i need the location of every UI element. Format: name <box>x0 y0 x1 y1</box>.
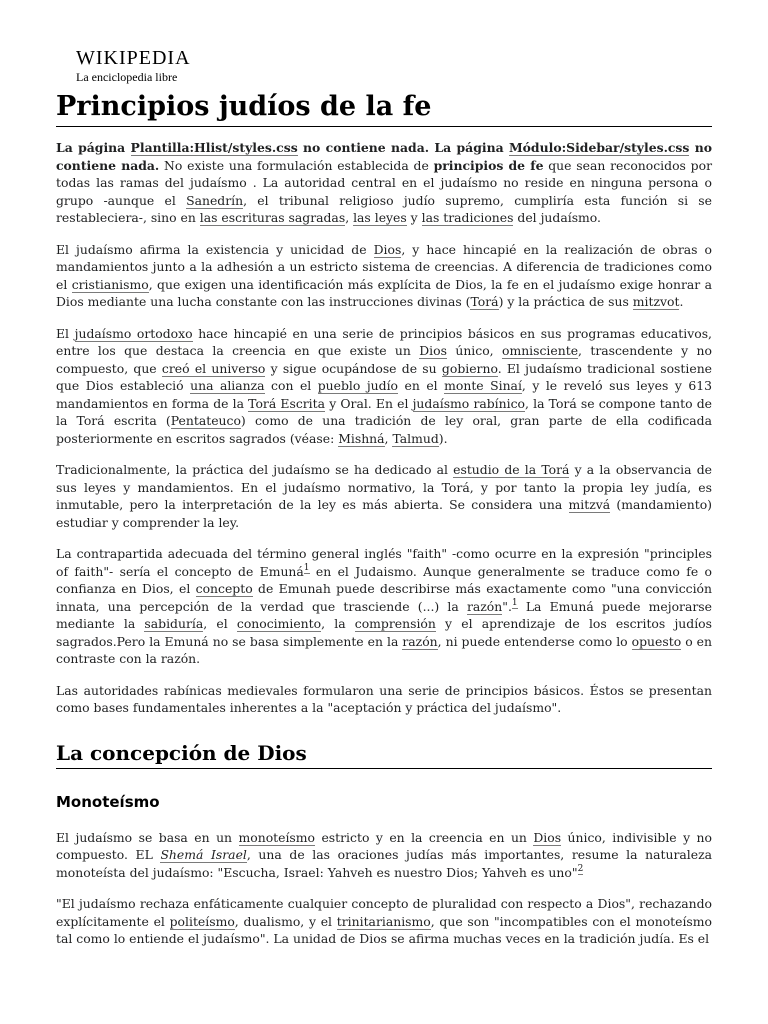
body-text: en el Judaismo. Aunque generalmente se traduce como fe o confianza en Dios, el <box>56 563 712 597</box>
body-text: hace hincapié en una serie de principios básicos en sus programas educativos, entre los que destaca la creencia en que existe un <box>56 325 712 359</box>
body-text: Tradicionalmente, la práctica del judaísmo se ha dedicado al <box>56 462 454 478</box>
body-text: El judaísmo afirma la existencia y unicidad de <box>56 241 374 257</box>
link-hlist-styles[interactable]: Plantilla:Hlist/styles.css <box>130 140 298 156</box>
link-monte-sinai[interactable]: monte Sinaí <box>444 378 522 394</box>
link-omnisciente[interactable]: omnisciente <box>501 343 579 359</box>
body-text: , la <box>321 616 355 632</box>
body-text: y a la observancia de sus leyes y mandamientos. En el judaísmo normativo, la Torá, y por tanto la propia ley judía, es inmutable, pero la interpretación de la ley es más abierta. Se considera una <box>56 462 712 513</box>
paragraph-7 <box>56 829 712 882</box>
link-pentateuco[interactable]: Pentateuco <box>170 413 241 429</box>
body-text: , y le reveló sus leyes y 613 mandamientos en forma de la <box>56 378 712 411</box>
intro-paragraph <box>56 139 712 227</box>
link-trinitarianismo[interactable]: trinitarianismo <box>336 913 431 929</box>
body-text: , que exigen una identificación más explícita de Dios, la fe en el judaísmo exige honrar a Dios mediante una lucha constante con las instrucciones divinas ( <box>56 276 712 310</box>
link-sidebar-styles[interactable]: Módulo:Sidebar/styles.css <box>508 140 690 156</box>
paragraph-5 <box>56 545 712 668</box>
link-judaismo-rabinico[interactable]: judaísmo rabínico <box>412 395 525 411</box>
paragraph-4 <box>56 461 712 531</box>
body-text: único, indivisible y no compuesto. EL <box>56 829 712 863</box>
reference-link[interactable]: 1 <box>303 563 310 574</box>
link-mitzva[interactable]: mitzvá <box>568 497 611 513</box>
link-tora-escrita[interactable]: Torá Escrita <box>248 395 326 411</box>
logo-wordmark: WIKIPEDIA <box>76 47 191 69</box>
link-razon[interactable]: razón <box>466 598 503 614</box>
body-text: . <box>679 294 684 310</box>
body-text: , dualismo, y el <box>234 913 337 929</box>
body-text: estricto y en la creencia en un <box>315 829 534 845</box>
link-shema-israel[interactable]: Shemá Israel <box>160 847 247 863</box>
body-text: de Emunah puede describirse más exactamente como "una convicción innata, una percepción de la verdad que trasciende (...) la <box>56 581 712 614</box>
notice-text: no contiene nada. La página <box>297 140 509 156</box>
link-dios[interactable]: Dios <box>373 241 402 257</box>
logo-tagline: La enciclopedia libre <box>76 70 178 84</box>
link-monoteismo[interactable]: monoteísmo <box>238 829 315 845</box>
paragraph-8 <box>56 895 712 948</box>
body-text: Las autoridades rabínicas medievales formularon una serie de principios básicos. Éstos se presentan como bases fundamentales inherentes a la "aceptación y práctica del judaísmo". <box>56 682 712 716</box>
link-gobierno[interactable]: gobierno <box>441 360 498 376</box>
link-estudio-tora[interactable]: estudio de la Torá <box>453 462 570 478</box>
link-mishna[interactable]: Mishná <box>338 430 385 446</box>
body-text: del judaísmo. <box>513 210 601 226</box>
paragraph-3 <box>56 325 712 448</box>
body-text: La Emuná puede mejorarse mediante la <box>56 598 712 632</box>
link-concepto[interactable]: concepto <box>195 581 253 597</box>
page-title: Principios judíos de la fe <box>56 89 712 127</box>
body-text: o en contraste con la razón. <box>56 633 712 667</box>
body-text: , ni puede entenderse como lo <box>437 633 632 649</box>
body-text: ) como de una tradición de ley oral, gran parte de ella codificada posteriormente en escritos sagrados (véase: <box>56 413 712 446</box>
body-text: ). <box>438 430 448 446</box>
bold-term: principios de fe <box>433 157 544 173</box>
link-creo-universo[interactable]: creó el universo <box>161 360 266 376</box>
link-opuesto[interactable]: opuesto <box>631 633 682 649</box>
link-escrituras[interactable]: las escrituras sagradas <box>199 210 346 226</box>
link-conocimiento[interactable]: conocimiento <box>236 616 322 632</box>
link-politeismo[interactable]: politeísmo <box>169 913 235 929</box>
body-text: El <box>56 325 75 341</box>
link-alianza[interactable]: una alianza <box>190 378 265 394</box>
notice-text: no contiene nada. <box>56 140 712 173</box>
body-text: ) y la práctica de sus <box>498 294 633 310</box>
link-tradiciones[interactable]: las tradiciones <box>421 210 514 226</box>
body-text: , y hace hincapié en la realización de obras o mandamientos junto a la adhesión a un estricto sistema de creencias. A diferencia de tradiciones como el <box>56 241 712 292</box>
link-cristianismo[interactable]: cristianismo <box>71 276 149 292</box>
link-sanedrin[interactable]: Sanedrín <box>186 192 244 208</box>
body-text: , una de las oraciones judías más importantes, resume la naturaleza monoteísta del judaísmo: "Escucha, Israel: Yahveh es nuestro Dios; Yahveh es uno" <box>56 847 712 880</box>
wikipedia-logo[interactable] <box>76 48 712 83</box>
body-text: ". <box>502 598 512 614</box>
link-mitzvot[interactable]: mitzvot <box>632 294 680 310</box>
link-tora[interactable]: Torá <box>470 294 499 310</box>
body-text: , trascendente y no compuesto, que <box>56 343 712 376</box>
paragraph-2 <box>56 241 712 311</box>
body-text: , el <box>203 616 237 632</box>
body-text: . El judaísmo tradicional sostiene que Dios estableció <box>56 360 713 394</box>
link-sabiduria[interactable]: sabiduría <box>144 616 204 632</box>
body-text: y Oral. En el <box>325 395 413 411</box>
article-page <box>56 48 712 962</box>
body-text: (mandamiento) estudiar y comprender la ley. <box>56 497 712 530</box>
body-text: "El judaísmo rechaza enfáticamente cualquier concepto de pluralidad con respecto a Dios", rechazando explícitamente el <box>56 896 712 929</box>
paragraph-6 <box>56 682 712 717</box>
body-text: en el <box>398 378 445 394</box>
body-text: El judaísmo se basa en un <box>56 829 239 845</box>
link-leyes[interactable]: las leyes <box>353 210 407 226</box>
body-text: que sean reconocidos por todas las ramas del judaísmo . La autoridad central en el judaísmo no reside en ninguna persona o grupo -aunque el <box>56 157 712 208</box>
reference-link[interactable]: 2 <box>577 864 584 875</box>
body-text: y el aprendizaje de los escritos judíos sagrados.Pero la Emuná no se basa simplemente en la <box>56 616 712 649</box>
notice-text: La página <box>56 140 131 156</box>
link-pueblo-judio[interactable]: pueblo judío <box>317 378 399 394</box>
link-talmud[interactable]: Talmud <box>392 430 439 446</box>
section-heading: La concepción de Dios <box>56 741 712 769</box>
body-text: , <box>384 430 393 446</box>
body-text: con el <box>264 378 318 394</box>
link-judaismo-ortodoxo[interactable]: judaísmo ortodoxo <box>74 325 193 341</box>
body-text: , <box>345 210 354 226</box>
body-text: , el tribunal religioso judío supremo, cumpliría esta función si se restableciera-, sino en <box>56 192 712 226</box>
link-razon[interactable]: razón <box>402 633 438 649</box>
body-text: , que son "incompatibles con el monoteísmo tal como lo entiende el judaísmo". La unidad de Dios se afirma muchas veces en la tradición judía. Es el <box>56 913 713 947</box>
body-text: único, <box>446 343 502 359</box>
body-text: , la Torá se compone tanto de la Torá escrita ( <box>56 395 713 429</box>
subsection-heading: Monoteísmo <box>56 792 160 811</box>
link-comprension[interactable]: comprensión <box>354 616 436 632</box>
link-dios[interactable]: Dios <box>533 829 562 845</box>
body-text: La contrapartida adecuada del término general inglés "faith" -como ocurre en la expresión "principles of faith"- sería el concepto de Emuná <box>56 546 712 579</box>
reference-link[interactable]: 1 <box>511 598 518 609</box>
link-dios[interactable]: Dios <box>419 343 447 359</box>
body-text: y <box>406 210 422 226</box>
body-text: y sigue ocupándose de su <box>265 360 442 376</box>
body-text: No existe una formulación establecida de <box>159 157 434 173</box>
